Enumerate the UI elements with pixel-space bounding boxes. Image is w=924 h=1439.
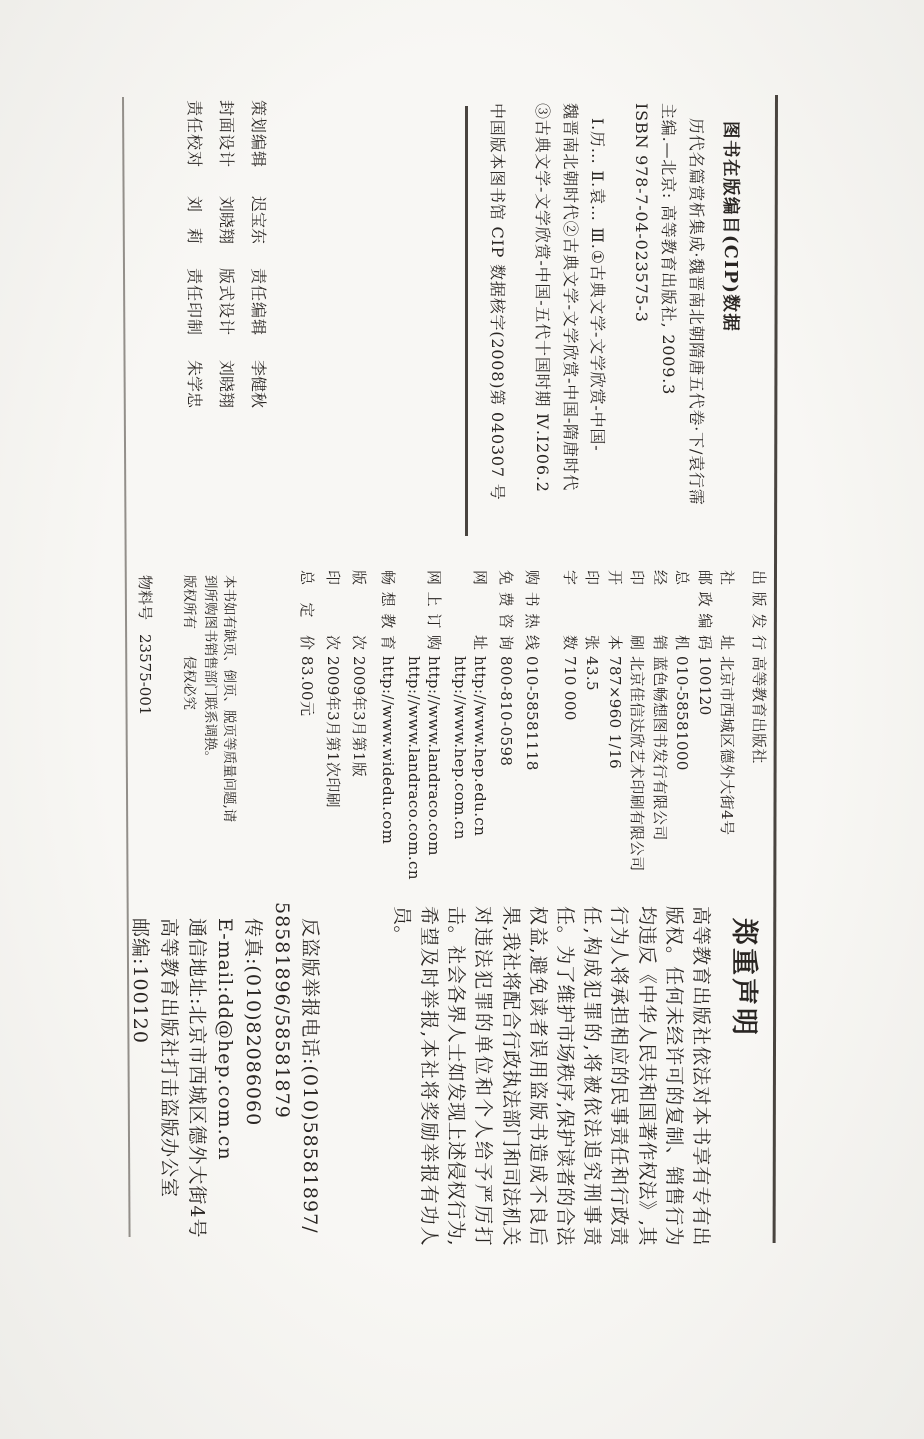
- editor-role-label: 责任校对: [185, 100, 204, 169]
- pub-label: 版次: [350, 570, 368, 650]
- editor-role-label: 责任印制: [185, 268, 204, 337]
- pub-row-printer: [626, 570, 649, 872]
- pub-value: http://www.widedu.com: [379, 656, 397, 845]
- statement-title: 郑重声明: [728, 918, 759, 1038]
- publication-info-block: [559, 570, 771, 872]
- report-phone-line-2: 58581896/58581879: [270, 902, 293, 1119]
- material-label: 物料号: [136, 575, 154, 621]
- editor-name: 朱学忠: [185, 360, 204, 409]
- pub-value: [404, 656, 444, 880]
- quality-notice: [180, 575, 239, 822]
- pub-row-printing: [320, 570, 346, 808]
- top-rule: [773, 95, 778, 1243]
- pub-value: 蓝色畅想图书发行有限公司: [651, 656, 669, 841]
- pub-label: 开本: [606, 570, 624, 650]
- pub-row-free-consult: [496, 570, 516, 880]
- pub-value: 100120: [696, 656, 714, 716]
- cip-line-classification-2: 魏晋南北朝时代②古典文学-文学欣赏-中国-隋唐时代: [561, 103, 580, 492]
- pub-label: 字数: [561, 570, 579, 650]
- anti-piracy-contact-block: [126, 902, 324, 1239]
- url-line: http://www.hep.com.cn: [451, 656, 469, 840]
- cip-line-isbn: ISBN 978-7-04-023575-3: [632, 103, 651, 323]
- material-number-row: [135, 575, 156, 715]
- cip-block-title: 图书在版编目(CIP)数据: [720, 121, 740, 333]
- pub-label: 网上订购: [425, 570, 443, 650]
- cip-line-classification-1: Ⅰ.历… Ⅱ.袁… Ⅲ.①古典文学-文学欣赏-中国-: [588, 118, 608, 452]
- pub-value: 高等教育出版社: [750, 656, 768, 764]
- editor-name: 李健秋: [249, 360, 268, 409]
- pub-label: 社址: [718, 570, 737, 650]
- cip-line-title-statement: 历代名篇赏析集成·魏晋南北朝隋唐五代卷·下/袁行霈: [687, 118, 706, 506]
- editor-role-label: 策划编辑: [249, 100, 268, 169]
- pub-row-wordcount: [559, 570, 582, 872]
- pub-label: 经销: [651, 570, 669, 650]
- mail-address-line-2: 高等教育出版社打击盗版办公室: [157, 918, 180, 1199]
- pub-row-sheets: [581, 570, 604, 872]
- pub-value: 800-810-0598: [497, 656, 515, 767]
- pub-row-format: [604, 570, 627, 872]
- cip-line-registration-number: 中国版本图书馆 CIP 数据核字(2008)第 040307 号: [488, 103, 507, 501]
- pub-row-online-order: [404, 570, 444, 880]
- pub-row-distributor: [649, 570, 672, 872]
- pub-value: 2009年3月第1版: [350, 656, 368, 778]
- material-number: 23575-001: [136, 634, 154, 716]
- url-line: http://www.landraco.com: [425, 656, 443, 856]
- editor-name: 刘 莉: [185, 196, 204, 245]
- cip-block: [484, 103, 711, 506]
- pub-row-changxiang-edu: [378, 570, 398, 880]
- cip-line-classification-3: ③古典文学-文学欣赏-中国-五代十国时期 Ⅳ.I206.2: [533, 103, 553, 493]
- pub-value: 787×960 1/16: [606, 656, 624, 770]
- pub-row-postcode: [694, 570, 717, 872]
- editor-name: 迟宝东: [249, 196, 268, 245]
- pub-value: 710 000: [561, 656, 579, 721]
- pub-value: 北京佳信达欣艺术印刷有限公司: [628, 656, 647, 872]
- pub-label: 网址: [471, 570, 489, 650]
- editor-name: 刘晓翔: [217, 360, 236, 409]
- url-line: http://www.hep.edu.cn: [471, 656, 489, 837]
- pub-row-switchboard: [671, 570, 694, 872]
- ordering-info-block: [372, 570, 542, 880]
- editor-row: [242, 100, 274, 408]
- pub-value: [450, 656, 490, 840]
- pub-label: 出版发行: [750, 570, 768, 650]
- pub-value: 43.5: [583, 656, 602, 691]
- pub-row-publisher: [748, 570, 771, 872]
- pub-label: 畅想教育: [379, 570, 397, 650]
- editor-name: 刘晓翔: [217, 196, 236, 245]
- pub-value: 83.00元: [298, 656, 316, 717]
- edition-info-block: [294, 570, 372, 808]
- postcode-line: 邮编:100120: [129, 918, 152, 1044]
- pub-row-price: [294, 570, 320, 808]
- editor-role-label: 版式设计: [217, 268, 236, 337]
- pub-row-address: [716, 570, 739, 872]
- pub-value: 010-58581118: [523, 656, 541, 771]
- cip-bottom-rule: [466, 106, 469, 536]
- copyright-notice: 版权所有 侵权必究: [181, 575, 197, 710]
- pub-label: 印张: [583, 570, 602, 650]
- pub-label: 总机: [673, 570, 692, 650]
- notice-line: 本书如有缺页、倒页、脱页等质量问题,请: [221, 575, 237, 823]
- pub-row-edition: [346, 570, 372, 808]
- notice-line: 到所购图书销售部门联系调换。: [202, 575, 219, 764]
- pub-row-website: [450, 570, 490, 880]
- url-line: http://www.landraco.com.cn: [405, 656, 423, 880]
- pub-label: 印刷: [628, 570, 647, 650]
- pub-value: 北京市西城区德外大街4号: [718, 656, 737, 836]
- cip-line-publisher: 主编.—北京: 高等教育出版社, 2009.3: [659, 103, 679, 396]
- pub-label: 购书热线: [523, 570, 541, 650]
- statement-body: 高等教育出版社依法对本书享有专有出版权。任何未经许可的复制、销售行为均违反《中华人民共和国著作权法》,其行为人将承担相应的民事责任和行政责任,构成犯罪的,将被依法追究刑事责任。为了维护市场秩序,保护读者的合法权益,避免读者误用盗版书造成不良后果,我社将配合行政执法部门和司法机关对违法犯罪的单位和个人给予严厉打击。社会各界人士如发现上述侵权行为,希望及时举报,本社将奖励举报有功人员。: [390, 906, 712, 1246]
- pub-value: 2009年3月第1次印刷: [324, 656, 342, 809]
- mail-address-line: 通信地址:北京市西城区德外大街4号: [185, 918, 208, 1239]
- editor-role-label: 责任编辑: [249, 268, 268, 337]
- pub-label: 邮政编码: [696, 570, 714, 650]
- pub-label: 印次: [324, 570, 342, 650]
- email-line: E-mail:dd@hep.com.cn: [214, 918, 237, 1161]
- editor-role-label: 封面设计: [217, 100, 236, 169]
- editor-row: [178, 100, 210, 408]
- report-phone-line: 反盗版举报电话:(010)58581897/: [299, 918, 321, 1234]
- pub-label: 免费咨询: [497, 570, 515, 650]
- fax-line: 传真:(010)82086060: [242, 918, 265, 1127]
- pub-value: 010-58581000: [673, 656, 692, 771]
- pub-row-hotline: [522, 570, 542, 880]
- editors-credits: [178, 100, 274, 408]
- editor-row: [210, 100, 242, 408]
- pub-label: 总定价: [298, 570, 316, 650]
